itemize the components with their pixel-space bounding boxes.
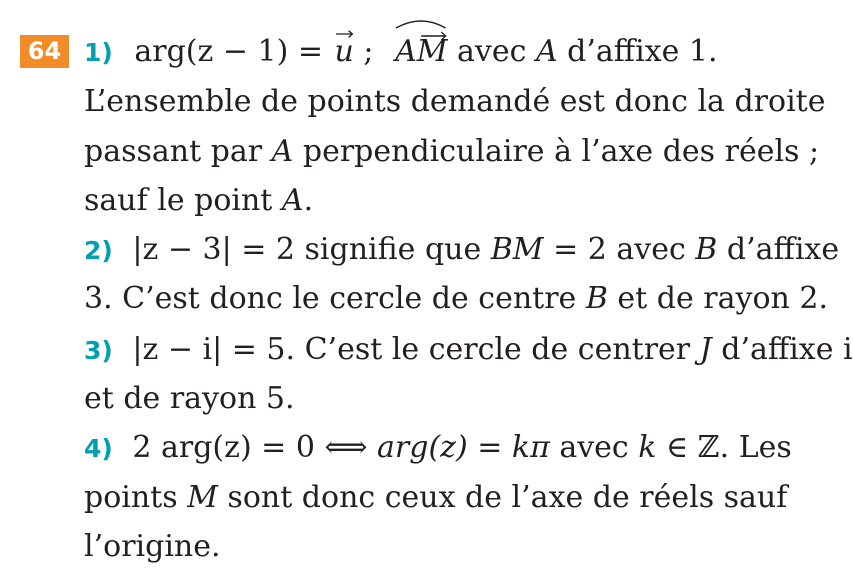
point-j-label: J xyxy=(699,332,712,367)
vector-u xyxy=(335,34,354,70)
part-4-line-2-start: points xyxy=(84,480,188,515)
part-4-text-end: ∈ ℤ. Les xyxy=(656,430,792,465)
vector-arrow-icon xyxy=(335,27,354,41)
part-3-text-end: d’affixe i xyxy=(711,332,853,367)
part-3-line-2: et de rayon 5. xyxy=(84,381,295,416)
vector-u-letter: u xyxy=(334,34,354,69)
variable-k-label: k xyxy=(638,430,657,465)
part-1-line-3 xyxy=(84,134,819,170)
part-3-line-1 xyxy=(84,332,853,369)
point-a-label: A xyxy=(281,183,304,218)
point-m-label: M xyxy=(187,480,218,515)
part-4-label: 4) xyxy=(84,434,113,463)
angle-arc-icon xyxy=(395,16,447,42)
part-2-text-end: d’affixe xyxy=(717,232,840,267)
part-2-line-1 xyxy=(84,232,839,269)
part-3-label: 3) xyxy=(84,336,113,365)
part-4-line-1 xyxy=(84,430,792,467)
part-1-line-3-start: passant par xyxy=(84,134,272,169)
point-b-label: B xyxy=(585,281,608,316)
point-a-label: A xyxy=(271,134,294,169)
part-1-label: 1) xyxy=(84,38,113,67)
part-2-line-2-start: 3. C’est donc le cercle de centre xyxy=(84,281,586,316)
point-a-label: A xyxy=(535,34,558,69)
part-2-line-2 xyxy=(84,281,828,317)
part-1-line-1 xyxy=(84,34,718,71)
part-1-text: avec xyxy=(457,34,536,69)
part-3-text: . C’est le cercle de centrer xyxy=(285,332,700,367)
part-1-separator: ; xyxy=(363,34,374,69)
part-2-text-mid: = 2 avec xyxy=(543,232,696,267)
part-2-line-2-end: et de rayon 2. xyxy=(607,281,828,316)
exercise-number-badge: 64 xyxy=(20,35,69,68)
part-1-equation: arg(z − 1) = xyxy=(134,34,323,69)
part-4-text: avec xyxy=(549,430,639,465)
part-4-line-3: l’origine. xyxy=(84,529,221,564)
part-1-line-3-end: perpendiculaire à l’axe des réels ; xyxy=(293,134,820,169)
distance-bm-label: BM xyxy=(490,232,544,267)
angle-am-letters: AM xyxy=(395,34,448,69)
part-1-line-2: L’ensemble de points demandé est donc la droite xyxy=(84,84,826,119)
part-1-line-4-end: . xyxy=(303,183,314,218)
part-1-line-4 xyxy=(84,183,313,219)
part-4-equation-solution: arg(z) = kπ xyxy=(377,430,550,465)
part-4-equation: 2 arg(z) = 0 ⟺ xyxy=(132,430,378,465)
part-2-equation: |z − 3| = 2 xyxy=(132,232,295,267)
angle-am xyxy=(395,34,447,70)
point-b-label: B xyxy=(695,232,718,267)
part-3-equation: |z − i| = 5 xyxy=(132,332,286,367)
part-4-line-2-end: sont donc ceux de l’axe de réels sauf xyxy=(217,480,788,515)
part-1-line-4-start: sauf le point xyxy=(84,183,282,218)
part-2-label: 2) xyxy=(84,236,113,265)
part-4-line-2 xyxy=(84,480,787,516)
part-1-text-end: d’affixe 1. xyxy=(557,34,718,69)
part-2-text: signifie que xyxy=(295,232,491,267)
